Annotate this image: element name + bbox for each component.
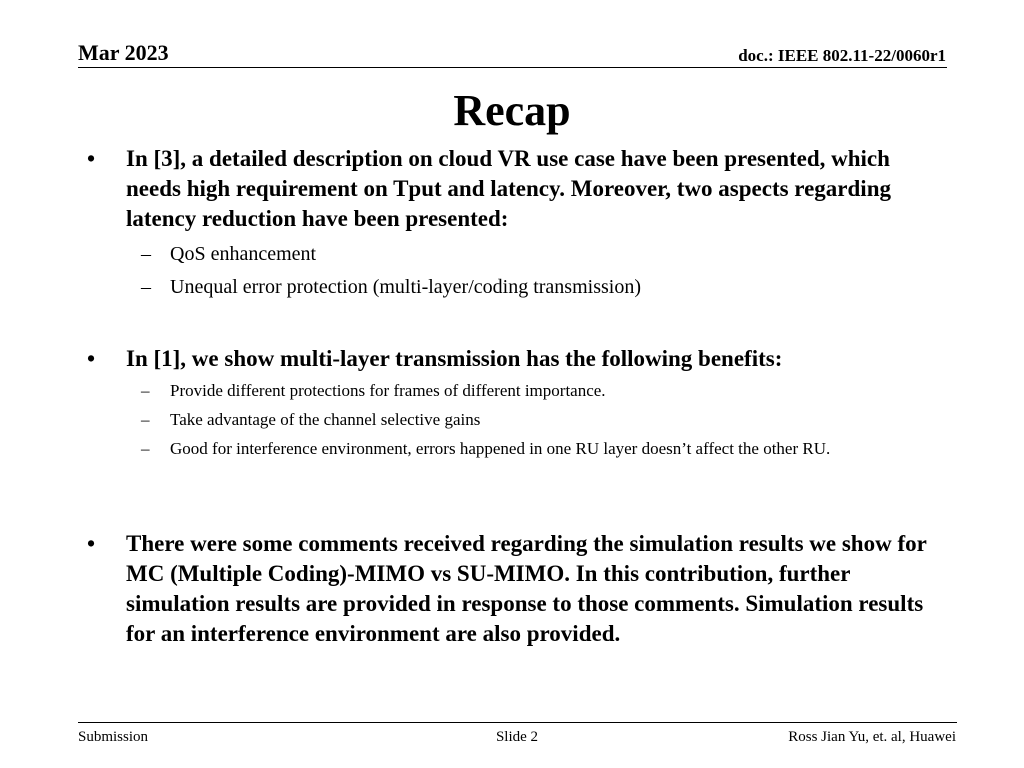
bullet-text: In [3], a detailed description on cloud VR use case have been presented, which needs high requirement on Tput and latency. Moreover, two aspects regarding latency reduction have been presented: [126,146,891,231]
sub-bullet-text: Take advantage of the channel selective gains [170,410,481,429]
sub-bullet-marker: – [141,276,151,298]
sub-bullet-text: Provide different protections for frames of different importance. [170,381,606,400]
sub-bullet-marker: – [141,439,150,458]
bullet-item-1 [87,144,936,234]
sub-bullet-marker: – [141,410,150,429]
bullet-text: There were some comments received regarding the simulation results we show for MC (Multiple Coding)-MIMO vs SU-MIMO. In this contribution, further simulation results are provided in response to those comments. Simulation results for an interference environment are also provided. [126,531,927,646]
sub-bullet-marker: – [141,243,151,265]
sub-bullet-item [141,274,930,300]
sub-bullet-text: QoS enhancement [170,243,317,265]
bullet-item-3 [87,529,936,649]
sub-bullet-text: Unequal error protection (multi-layer/coding transmission) [170,276,641,298]
footer-authors: Ross Jian Yu, et. al, Huawei [788,729,956,745]
footer-slide-number: Slide 2 [495,729,539,745]
slide-title: Recap [453,86,571,135]
footer-divider [78,722,957,723]
header-date: Mar 2023 [78,40,169,65]
sub-bullet-item [141,241,930,267]
sub-bullet-item [141,378,930,403]
sub-bullet-marker: – [141,381,150,400]
bullet-marker: • [87,346,96,371]
sub-bullet-text: Good for interference environment, errors happened in one RU layer doesn’t affect the other RU. [170,439,831,458]
sub-bullet-item [141,436,930,461]
bullet-marker: • [87,531,96,556]
header-divider [78,67,947,68]
footer-submission: Submission [78,729,149,745]
bullet-marker: • [87,146,96,171]
header-doc-id: doc.: IEEE 802.11-22/0060r1 [738,46,946,65]
bullet-item-2 [87,344,936,374]
bullet-text: In [1], we show multi-layer transmission has the following benefits: [126,346,783,371]
sub-bullet-item [141,407,930,432]
